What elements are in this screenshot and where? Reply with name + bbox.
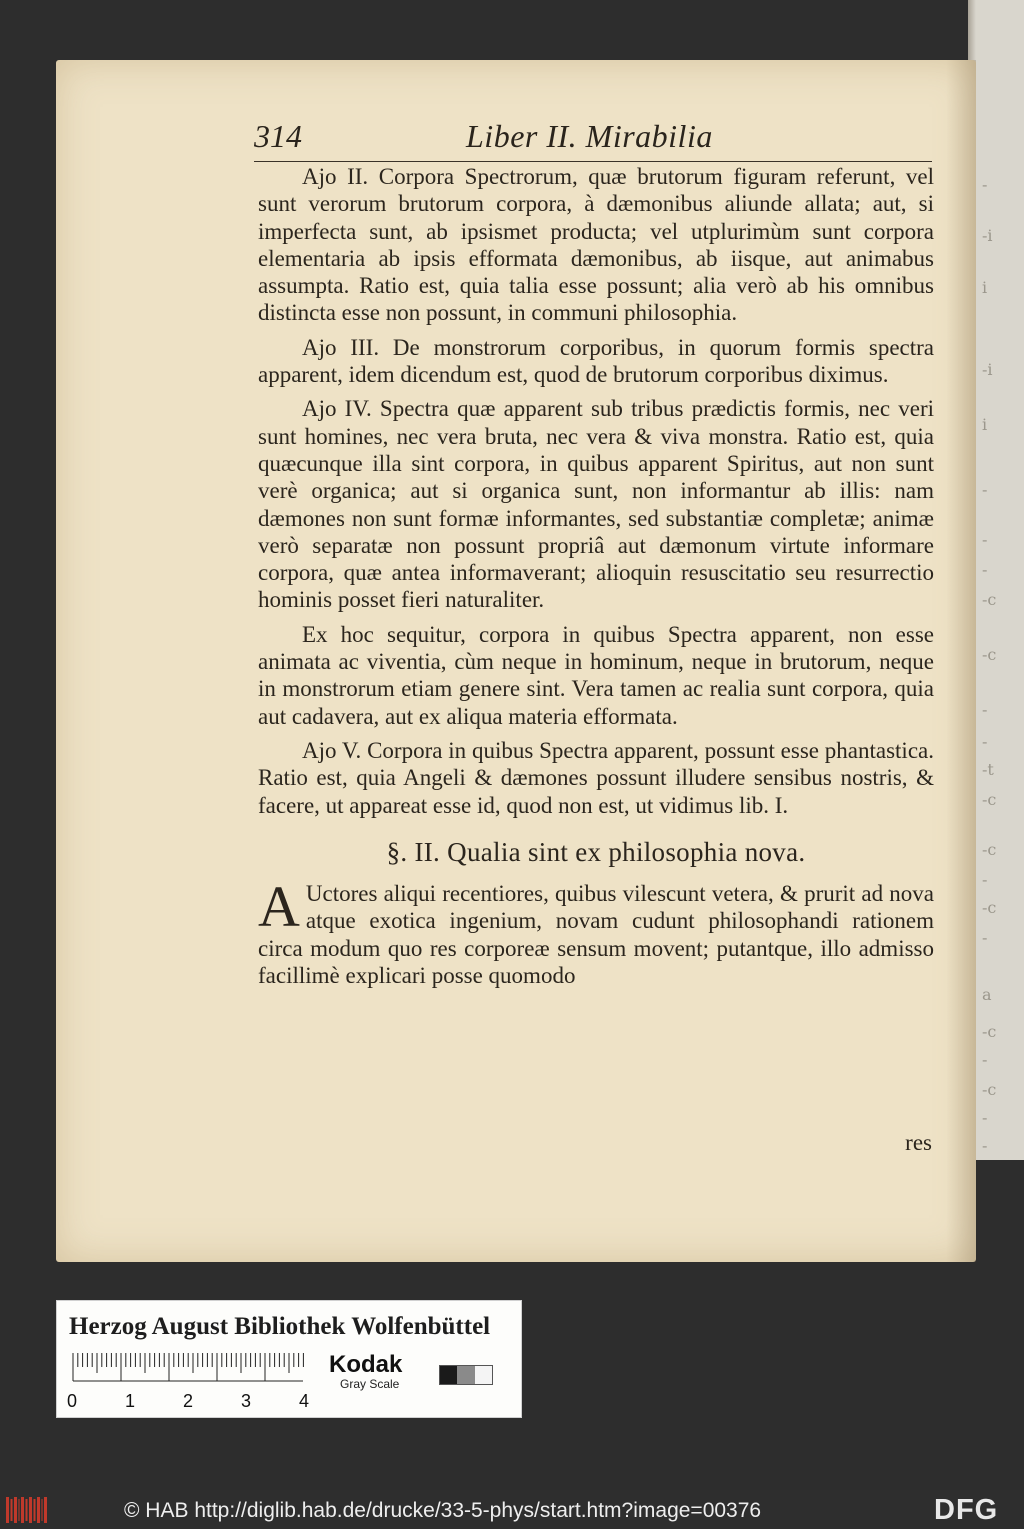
paragraph-with-drop-cap xyxy=(258,874,934,989)
facing-page-fragment: - xyxy=(982,700,988,719)
facing-page-fragment: - xyxy=(982,928,988,947)
gray-patch-dark xyxy=(440,1366,457,1384)
page-number: 314 xyxy=(254,118,302,154)
ruler-number: 1 xyxy=(125,1391,136,1411)
facing-page-fragment: -c xyxy=(982,590,997,609)
gray-patch-mid xyxy=(457,1366,474,1384)
facing-page-edge xyxy=(968,0,1024,1160)
facing-page-fragment: - xyxy=(982,175,988,194)
main-text xyxy=(258,163,934,996)
paragraph: Ex hoc sequitur, corpora in quibus Spectra apparent, non esse animata ac viventia, cùm neque in hominum, neque in brutorum, neque in monstrorum etiam genere sint. Vera tamen ac realia sunt corpora, quia aut cadavera, aut ex aliqua materia efformata. xyxy=(258,621,934,729)
hab-logo-bar xyxy=(37,1497,40,1523)
header-rule xyxy=(254,161,932,162)
hab-logo-bar xyxy=(29,1497,32,1523)
ruler-ticks xyxy=(71,1353,311,1383)
hab-logo-icon xyxy=(6,1497,50,1523)
hab-logo-bar xyxy=(19,1499,20,1521)
hab-logo-bar xyxy=(44,1497,47,1523)
facing-page-fragment: a xyxy=(982,985,992,1004)
gray-scale-patches xyxy=(439,1365,493,1385)
hab-logo-bar xyxy=(14,1497,17,1523)
facing-page-fragment: - xyxy=(982,870,988,889)
facing-page-fragment: - xyxy=(982,530,988,549)
running-head xyxy=(254,118,930,162)
facing-page-fragment: - xyxy=(982,732,988,751)
running-title: Liber II. Mirabilia xyxy=(466,118,713,154)
ruler-number: 3 xyxy=(241,1391,252,1411)
library-name: Herzog August Bibliothek Wolfenbüttel xyxy=(69,1313,491,1340)
paragraph: Ajo IV. Spectra quæ apparent sub tribus prædictis formis, nec veri sunt homines, nec vera bruta, nec vera & viva monstra. Ratio est, quia quæcunque illa sint corpora, in quibus apparent Spiritus, aut non sunt verè organica; aut si organica sunt, non informantur ab illis: nam dæmones non sunt formæ informantes, sed substantiæ completæ; animæ verò separatæ non possunt propriâ aut dæmonum virtute informare corpora, quæ antea informaverant; alioquin resuscitatio seu resurrectio hominis posset fieri naturaliter. xyxy=(258,396,934,613)
section-heading: §. II. Qualia sint ex philosophia nova. xyxy=(386,836,806,867)
facing-page-fragment: -c xyxy=(982,1080,997,1099)
ruler-number: 0 xyxy=(67,1391,78,1411)
facing-page-fragment: - xyxy=(982,560,988,579)
facing-page-fragment: -t xyxy=(982,760,994,779)
facing-page-fragment: - xyxy=(982,1108,988,1127)
hab-logo-bar xyxy=(42,1499,43,1521)
gray-patch-light xyxy=(475,1366,492,1384)
kodak-logo: Kodak xyxy=(329,1351,403,1378)
ruler-scale xyxy=(71,1353,311,1383)
gray-scale-label: Gray Scale xyxy=(340,1377,400,1391)
paragraph: Ajo V. Corpora in quibus Spectra apparent, possunt esse phantastica. Ratio est, quia Angeli & dæmones possunt illudere sensibus nostris, & facere, ut appareat esse id, quod non est, ut vidimus lib. I. xyxy=(258,737,934,818)
paragraph-text: Uctores aliqui recentiores, quibus vilescunt vetera, & prurit ad nova atque exotica ingenium, novam cudunt philosophandi rationem circa modum quo res corporeæ sensum movent; putantque, illo admisso facillimè explicari posse quomodo xyxy=(258,881,934,989)
dfg-logo: DFG xyxy=(934,1494,999,1526)
facing-page-fragment: -c xyxy=(982,1022,997,1041)
facing-page-fragment: i xyxy=(982,278,988,297)
facing-page-fragment: i xyxy=(982,415,988,434)
hab-logo-bar xyxy=(6,1497,9,1523)
hab-logo-bar xyxy=(26,1499,28,1521)
facing-page-fragment: -c xyxy=(982,898,997,917)
ruler-number: 4 xyxy=(299,1391,310,1411)
facing-page-fragment: -i xyxy=(982,226,993,245)
facing-page-fragment: -i xyxy=(982,360,993,379)
hab-logo-bar xyxy=(21,1497,24,1523)
hab-logo-bar xyxy=(11,1499,13,1521)
facing-page-fragment: -c xyxy=(982,645,997,664)
facing-page-fragment: - xyxy=(982,1136,988,1155)
facing-page-fragment: - xyxy=(982,1050,988,1069)
paragraph: Ajo III. De monstrorum corporibus, in quorum formis spectra apparent, idem dicendum est, quod de brutorum corporibus diximus. xyxy=(258,334,934,388)
ruler-number: 2 xyxy=(183,1391,194,1411)
facing-page-fragment: -c xyxy=(982,840,997,859)
facing-page-fragment: - xyxy=(982,480,988,499)
paragraph: Ajo II. Corpora Spectrorum, quæ brutorum figuram referunt, vel sunt verorum brutorum corpora, à dæmonibus aliunde allata; aut, si imperfecta sunt, ab ipsismet producta; vel utplurimùm sunt corpora elementaria ab ipsis efformata dæmonibus, ab iisque, aut animabus assumpta. Ratio est, quia talia esse possunt; alia verò ab his omnibus distincta esse non possunt, in communi philosophia. xyxy=(258,164,934,326)
catchword: res xyxy=(905,1130,932,1155)
copyright-link[interactable]: © HAB http://diglib.hab.de/drucke/33-5-phys/start.htm?image=00376 xyxy=(124,1499,762,1522)
facing-page-fragment: -c xyxy=(982,790,997,809)
hab-logo-bar xyxy=(34,1499,36,1521)
drop-cap: A xyxy=(258,874,300,940)
footer-bar xyxy=(0,1490,1024,1529)
reference-card xyxy=(56,1300,522,1418)
